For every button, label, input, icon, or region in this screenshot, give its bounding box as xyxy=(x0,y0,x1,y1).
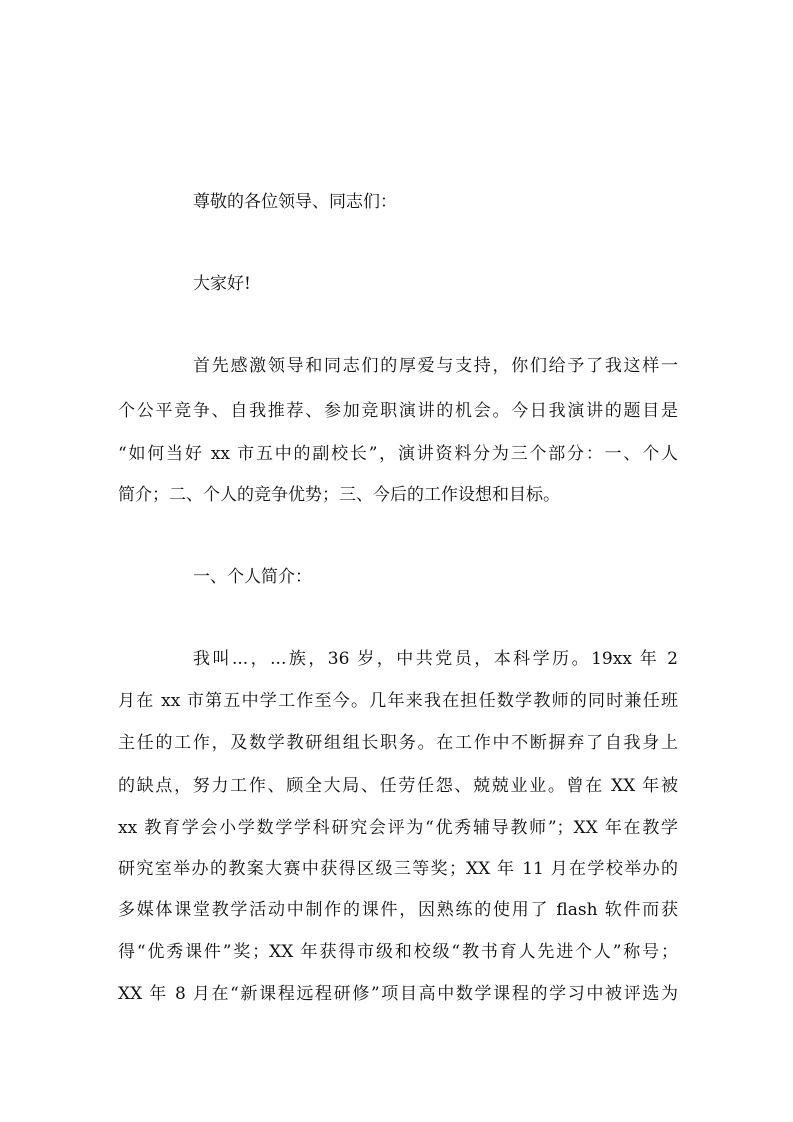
paragraph-line: 得“优秀课件”奖；XX 年获得市级和校级“教书育人先进个人”称号； xyxy=(118,942,678,962)
paragraph-line: 研究室举办的教案大赛中获得区级三等奖；XX 年 11 月在学校举办的 xyxy=(118,859,678,879)
salutation: 尊敬的各位领导、同志们： xyxy=(193,192,397,212)
paragraph-line: 个公平竞争、自我推荐、参加竞职演讲的机会。今日我演讲的题目是 xyxy=(118,401,678,421)
paragraph-line: 主任的工作，及数学教研组组长职务。在工作中不断摒弃了自我身上 xyxy=(118,733,678,753)
paragraph-line: 月在 xx 市第五中学工作至今。几年来我在担任数学教师的同时兼任班 xyxy=(118,691,678,711)
paragraph-line: “如何当好 xx 市五中的副校长”，演讲资料分为三个部分：一、个人 xyxy=(118,444,678,464)
paragraph-line: 多媒体课堂教学活动中制作的课件，因熟练的使用了 flash 软件而获 xyxy=(118,900,678,920)
paragraph-line: 首先感激领导和同志们的厚爱与支持，你们给予了我这样一 xyxy=(193,356,678,376)
paragraph-line: XX 年 8 月在“新课程远程研修”项目高中数学课程的学习中被评选为 xyxy=(118,984,678,1004)
section-heading: 一、个人简介： xyxy=(193,567,312,587)
paragraph-line: 的缺点，努力工作、顾全大局、任劳任怨、兢兢业业。曾在 XX 年被 xyxy=(118,776,678,796)
greeting: 大家好! xyxy=(193,274,251,294)
paragraph-line: 简介；二、个人的竞争优势；三、今后的工作设想和目标。 xyxy=(118,485,560,505)
paragraph-line: 我叫...，...族，36 岁，中共党员，本科学历。19xx 年 2 xyxy=(193,649,678,669)
paragraph-line: xx 教育学会小学数学学科研究会评为“优秀辅导教师”；XX 年在教学 xyxy=(118,818,678,838)
